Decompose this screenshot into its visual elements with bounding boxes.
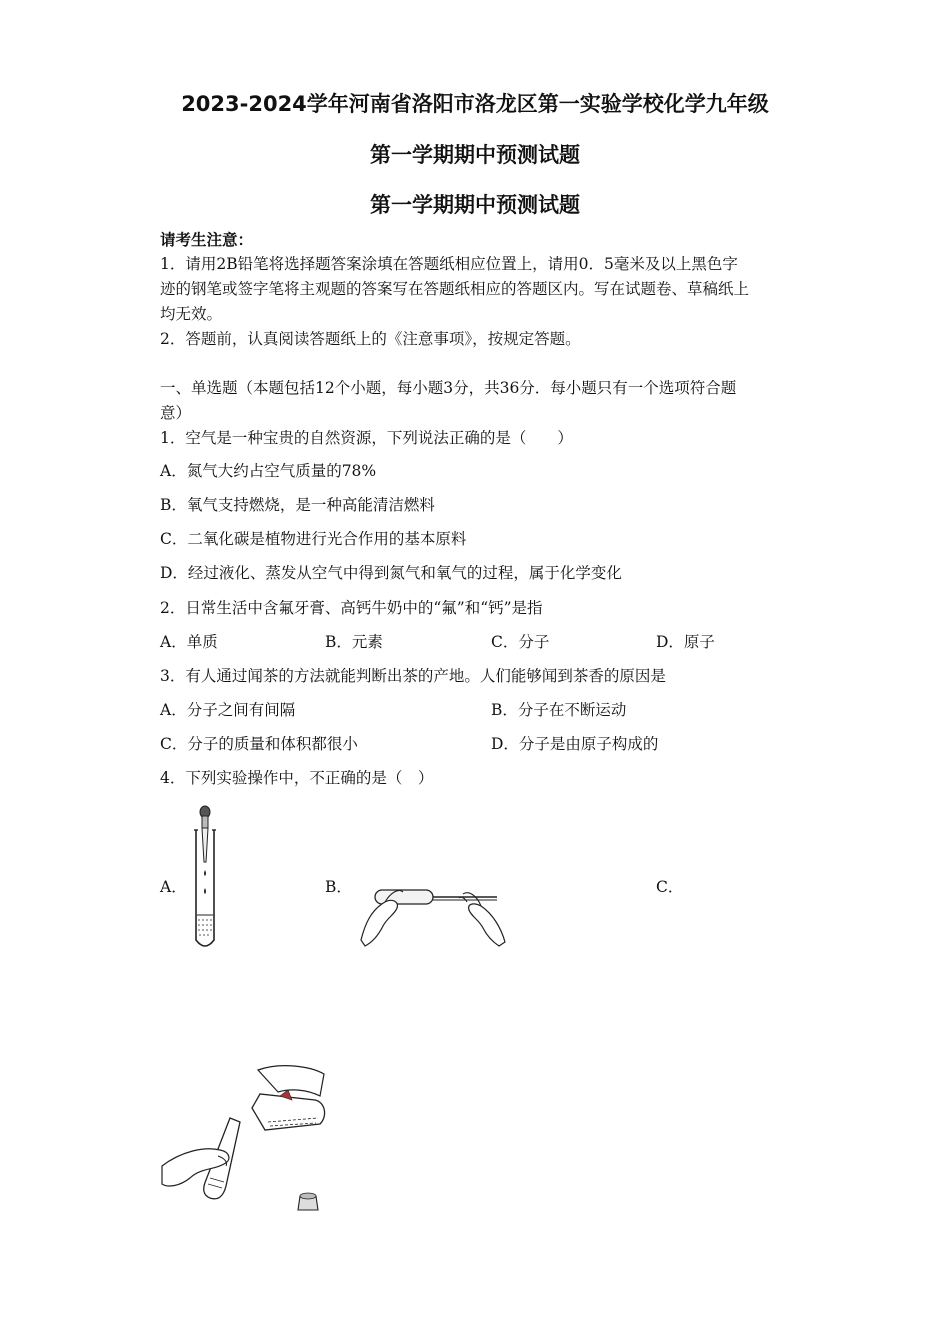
question-1-stem: 1．空气是一种宝贵的自然资源，下列说法正确的是（ ）	[160, 429, 573, 447]
dropper-test-tube-figure	[185, 800, 230, 955]
hands-connecting-tube-figure	[355, 876, 510, 948]
question-4-option-c-label: C．	[656, 878, 684, 896]
title-line-2: 第一学期期中预测试题	[370, 143, 580, 167]
question-3-option-c: C．分子的质量和体积都很小	[160, 735, 358, 753]
notice-item-1-line-2: 迹的钢笔或签字笔将主观题的答案写在答题纸相应的答题区内。写在试题卷、草稿纸上	[160, 280, 750, 298]
question-4-option-a-label: A．	[160, 878, 187, 896]
question-3-option-b: B．分子在不断运动	[491, 701, 627, 719]
question-1-option-d: D．经过液化、蒸发从空气中得到氮气和氧气的过程，属于化学变化	[160, 564, 622, 582]
question-2-option-b: B．元素	[325, 633, 383, 651]
notice-item-1-line-1: 1．请用2B铅笔将选择题答案涂填在答题纸相应位置上，请用0．5毫米及以上黑色字	[160, 255, 738, 273]
title-line-3: 第一学期期中预测试题	[370, 193, 580, 217]
question-2-option-a: A．单质	[160, 633, 218, 651]
section-heading-line-1: 一、单选题（本题包括12个小题，每小题3分，共36分．每小题只有一个选项符合题	[160, 379, 737, 397]
pouring-liquid-figure	[160, 1060, 340, 1220]
question-1-option-a: A．氮气大约占空气质量的78%	[160, 462, 377, 480]
notice-item-2: 2．答题前，认真阅读答题纸上的《注意事项》，按规定答题。	[160, 330, 581, 348]
question-2-stem: 2．日常生活中含氟牙膏、高钙牛奶中的“氟”和“钙”是指	[160, 599, 543, 617]
question-4-stem: 4．下列实验操作中，不正确的是（ ）	[160, 769, 434, 787]
question-3-option-a: A．分子之间有间隔	[160, 701, 296, 719]
notice-item-1-line-3: 均无效。	[160, 305, 223, 323]
question-1-option-b: B．氧气支持燃烧，是一种高能清洁燃料	[160, 496, 435, 514]
question-3-stem: 3．有人通过闻茶的方法就能判断出茶的产地。人们能够闻到茶香的原因是	[160, 667, 666, 685]
section-heading-line-2: 意）	[160, 404, 192, 422]
question-2-option-c: C．分子	[491, 633, 550, 651]
title-line-1: 2023-2024学年河南省洛阳市洛龙区第一实验学校化学九年级	[181, 92, 769, 116]
question-4-option-b-label: B．	[325, 878, 352, 896]
question-2-option-d: D．原子	[656, 633, 715, 651]
question-1-option-c: C．二氧化碳是植物进行光合作用的基本原料	[160, 530, 467, 548]
question-3-option-d: D．分子是由原子构成的	[491, 735, 659, 753]
notice-heading: 请考生注意：	[160, 230, 254, 249]
